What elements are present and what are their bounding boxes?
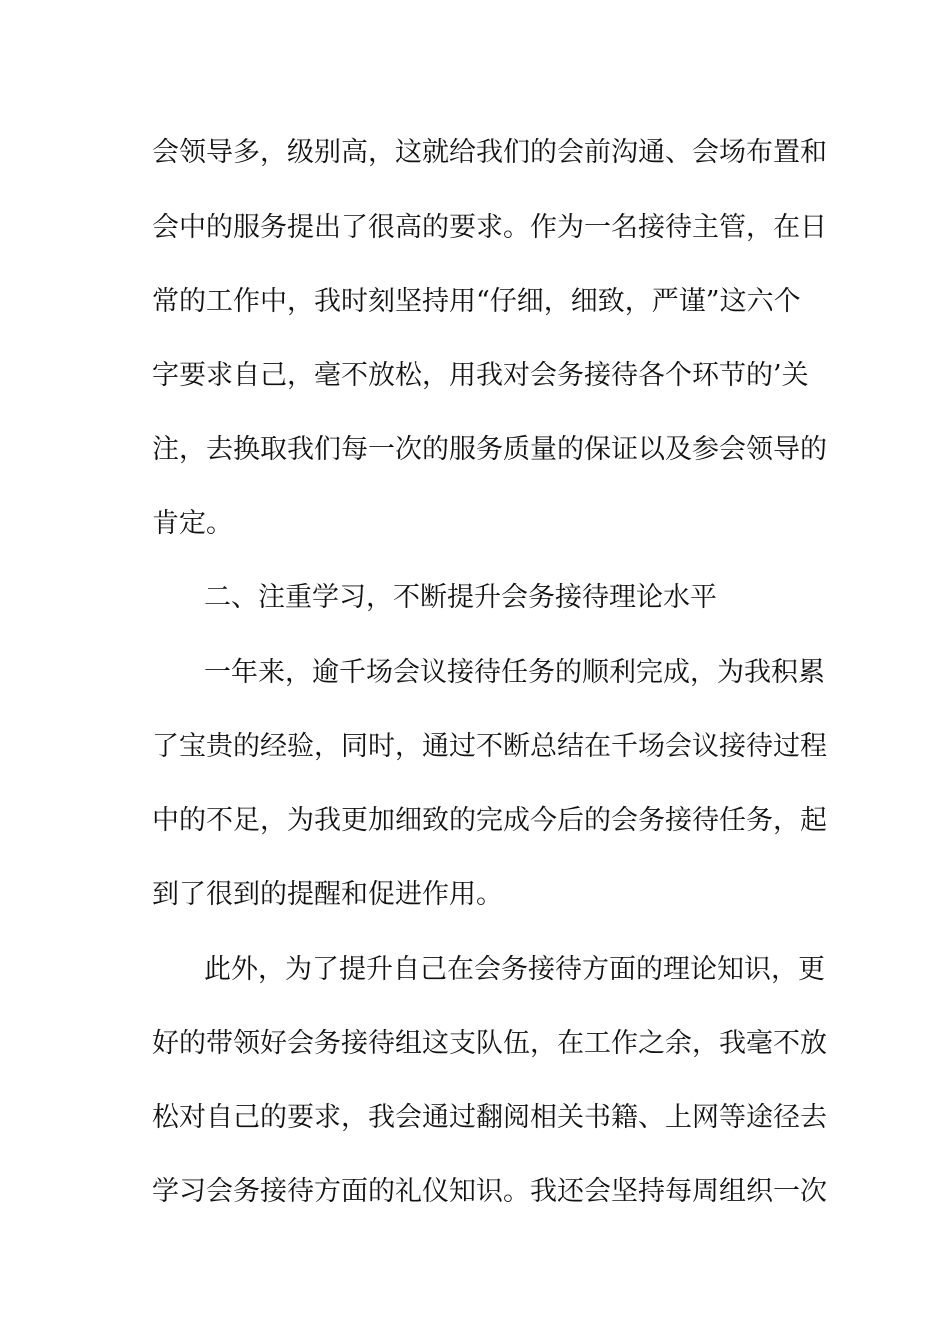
section-heading: 二、注重学习，不断提升会务接待理论水平 xyxy=(204,582,717,613)
paragraph-3-line: 好的带领好会务接待组这支队伍，在工作之余，我毫不放 xyxy=(152,1028,827,1059)
paragraph-1-line: 会中的服务提出了很高的要求。作为一名接待主管，在日 xyxy=(152,212,827,243)
paragraph-3-line: 松对自己的要求，我会通过翻阅相关书籍、上网等途径去 xyxy=(152,1102,827,1133)
paragraph-2-line: 一年来，逾千场会议接待任务的顺利完成，为我积累 xyxy=(204,657,825,688)
paragraph-1-line: 肯定。 xyxy=(152,508,233,539)
paragraph-2-line: 中的不足，为我更加细致的完成今后的会务接待任务，起 xyxy=(152,805,827,836)
paragraph-1-line: 字要求自己，毫不放松，用我对会务接待各个环节的’关 xyxy=(152,360,809,391)
paragraph-2-line: 到了很到的提醒和促进作用。 xyxy=(152,879,503,910)
paragraph-3-line: 学习会务接待方面的礼仪知识。我还会坚持每周组织一次 xyxy=(152,1176,827,1207)
paragraph-1-line: 注，去换取我们每一次的服务质量的保证以及参会领导的 xyxy=(152,434,827,465)
paragraph-1-line: 会领导多，级别高，这就给我们的会前沟通、会场布置和 xyxy=(152,137,827,168)
paragraph-1-line: 常的工作中，我时刻坚持用“仔细，细致，严谨”这六个 xyxy=(152,286,801,317)
paragraph-2-line: 了宝贵的经验，同时，通过不断总结在千场会议接待过程 xyxy=(152,731,827,762)
paragraph-3-line: 此外，为了提升自己在会务接待方面的理论知识，更 xyxy=(204,954,825,985)
